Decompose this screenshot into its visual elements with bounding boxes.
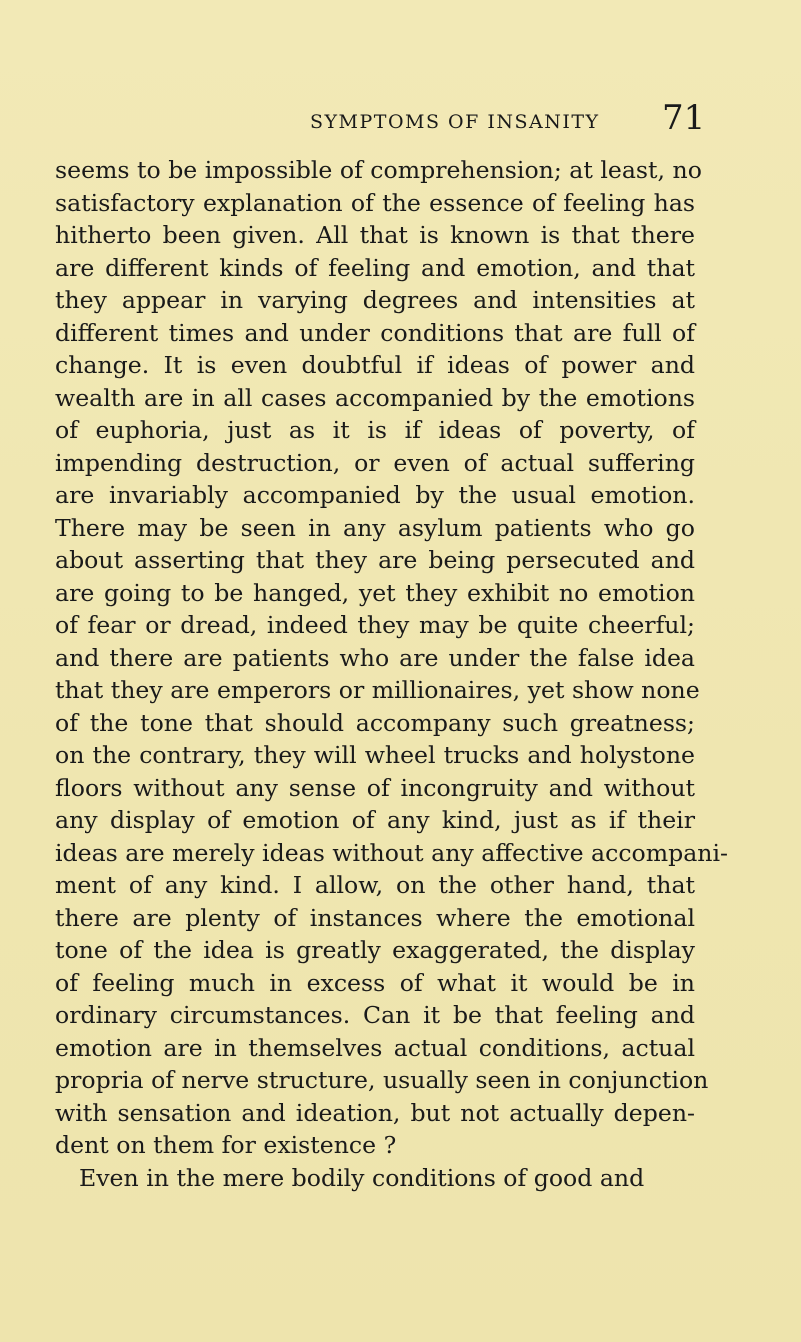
running-head [0, 98, 801, 148]
text-line: ideas are merely ideas without any affective accompani- [55, 838, 728, 867]
text-line: tone of the idea is greatly exaggerated, the display [55, 936, 695, 964]
text-line: emotion are in themselves actual conditions, actual [55, 1033, 695, 1062]
text-line: about asserting that they are being persecuted and [55, 546, 695, 574]
text-line: and there are patients who are under the false idea [55, 643, 695, 672]
text-line: There may be seen in any asylum patients who go [55, 513, 695, 542]
text-line: hitherto been given. All that is known is that there [55, 221, 695, 249]
text-line: of fear or dread, indeed they may be quite cheerful; [55, 611, 695, 639]
text-line: they appear in varying degrees and intensities at [55, 286, 695, 314]
text-line: seems to be impossible of comprehension; at least, no [55, 156, 702, 184]
text-line: dent on them for existence ? [55, 1131, 397, 1159]
text-line: ordinary circumstances. Can it be that feeling and [55, 1001, 695, 1029]
body-text [55, 154, 728, 1194]
text-line: are invariably accompanied by the usual emotion. [55, 481, 695, 509]
text-line: different times and under conditions that are full of [55, 318, 695, 347]
text-line: on the contrary, they will wheel trucks and holystone [55, 741, 695, 769]
page-number: 71 [662, 98, 706, 138]
text-line: impending destruction, or even of actual suffering [55, 448, 695, 477]
running-title: SYMPTOMS OF INSANITY [310, 111, 600, 133]
text-line: ment of any kind. I allow, on the other hand, that [55, 871, 695, 899]
text-line: floors without any sense of incongruity and without [55, 773, 695, 802]
text-line: of the tone that should accompany such greatness; [55, 708, 695, 737]
text-line: of euphoria, just as it is if ideas of poverty, of [55, 416, 695, 444]
text-line: propria of nerve structure, usually seen in conjunction [55, 1066, 709, 1094]
text-line: satisfactory explanation of the essence of feeling has [55, 188, 695, 217]
text-line: change. It is even doubtful if ideas of power and [55, 351, 695, 379]
text-line: with sensation and ideation, but not actually depen- [55, 1098, 695, 1127]
text-line: that they are emperors or millionaires, yet show none [55, 676, 700, 704]
text-line: are going to be hanged, yet they exhibit no emotion [55, 578, 695, 607]
text-line: any display of emotion of any kind, just as if their [55, 806, 695, 834]
text-line: Even in the mere bodily conditions of good and [79, 1163, 645, 1192]
text-line: wealth are in all cases accompanied by the emotions [55, 383, 695, 412]
text-line: are different kinds of feeling and emotion, and that [55, 253, 695, 282]
text-line: there are plenty of instances where the emotional [55, 903, 695, 932]
text-line: of feeling much in excess of what it would be in [55, 968, 695, 997]
